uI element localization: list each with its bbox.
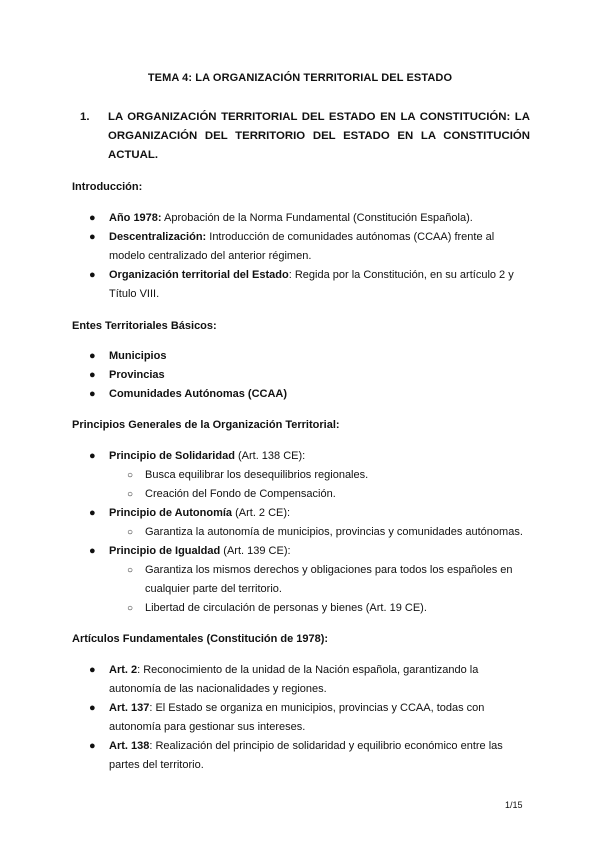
item-text: (Art. 139 CE):: [220, 545, 291, 557]
item-text: Busca equilibrar los desequilibrios regionales.: [145, 469, 369, 481]
bullet-icon: ●: [89, 545, 96, 557]
item-bold: Art. 2: [109, 664, 138, 676]
bullet-icon: ●: [89, 369, 96, 381]
bullet-icon: ●: [89, 450, 96, 462]
item-text: Introducción de comunidades autónomas (CCAA) frente al modelo centralizado del anterior régimen.: [109, 231, 495, 262]
bullet-icon: ●: [89, 269, 96, 281]
item-text: Creación del Fondo de Compensación.: [145, 488, 336, 500]
item-text: Aprobación de la Norma Fundamental (Constitución Española).: [161, 212, 473, 224]
item-text: Libertad de circulación de personas y bienes (Art. 19 CE).: [145, 602, 427, 614]
item-text: Garantiza los mismos derechos y obligaciones para todos los españoles en cualquier parte del territorio.: [145, 564, 513, 595]
page-number: 1/15: [505, 800, 523, 810]
heading-number: 1.: [80, 111, 90, 123]
bullet-icon: ●: [89, 231, 96, 243]
item-bold: Principio de Autonomía: [109, 507, 233, 519]
item-text: (Art. 2 CE):: [232, 507, 291, 519]
item-text: Garantiza la autonomía de municipios, provincias y comunidades autónomas.: [145, 526, 523, 538]
entes-heading: Entes Territoriales Básicos:: [72, 320, 217, 332]
circle-bullet-icon: ○: [127, 603, 134, 614]
circle-bullet-icon: ○: [127, 565, 134, 576]
item-bold: Art. 137: [109, 702, 150, 714]
bullet-icon: ●: [89, 507, 96, 519]
item-text: : Reconocimiento de la unidad de la Nación española, garantizando la autonomía de las nacionalidades y regiones.: [109, 664, 479, 695]
bullet-icon: ●: [89, 388, 96, 400]
item-text: : El Estado se organiza en municipios, provincias y CCAA, todas con autonomía para gestionar sus intereses.: [109, 702, 485, 733]
circle-bullet-icon: ○: [127, 470, 134, 481]
articulos-heading: Artículos Fundamentales (Constitución de 1978):: [72, 633, 329, 645]
item-bold: Art. 138: [109, 740, 150, 752]
intro-heading: Introducción:: [72, 181, 143, 193]
item-bold: Descentralización:: [109, 231, 207, 243]
bullet-icon: ●: [89, 212, 96, 224]
item-bold: Año 1978:: [109, 212, 162, 224]
bullet-icon: ●: [89, 350, 96, 362]
circle-bullet-icon: ○: [127, 489, 134, 500]
item-text: : Regida por la Constitución, en su artículo 2 y Título VIII.: [109, 269, 514, 300]
principios-heading: Principios Generales de la Organización Territorial:: [72, 419, 340, 431]
heading-text: LA ORGANIZACIÓN TERRITORIAL DEL ESTADO EN LA CONSTITUCIÓN: LA ORGANIZACIÓN DEL TERRITORIO DEL ESTADO EN LA CONSTITUCIÓN ACTUAL.: [108, 111, 530, 161]
item-bold: Provincias: [109, 369, 165, 381]
item-bold: Organización territorial del Estado: [109, 269, 289, 281]
item-bold: Principio de Solidaridad: [109, 450, 235, 462]
page-title: TEMA 4: LA ORGANIZACIÓN TERRITORIAL DEL ESTADO: [147, 72, 453, 84]
item-bold: Principio de Igualdad: [109, 545, 221, 557]
bullet-icon: ●: [89, 702, 96, 714]
bullet-icon: ●: [89, 664, 96, 676]
circle-bullet-icon: ○: [127, 527, 134, 538]
item-text: : Realización del principio de solidaridad y equilibrio económico entre las partes del territorio.: [109, 740, 503, 771]
item-bold: Municipios: [109, 350, 167, 362]
item-bold: Comunidades Autónomas (CCAA): [109, 388, 288, 400]
item-text: (Art. 138 CE):: [234, 450, 306, 462]
bullet-icon: ●: [89, 740, 96, 752]
